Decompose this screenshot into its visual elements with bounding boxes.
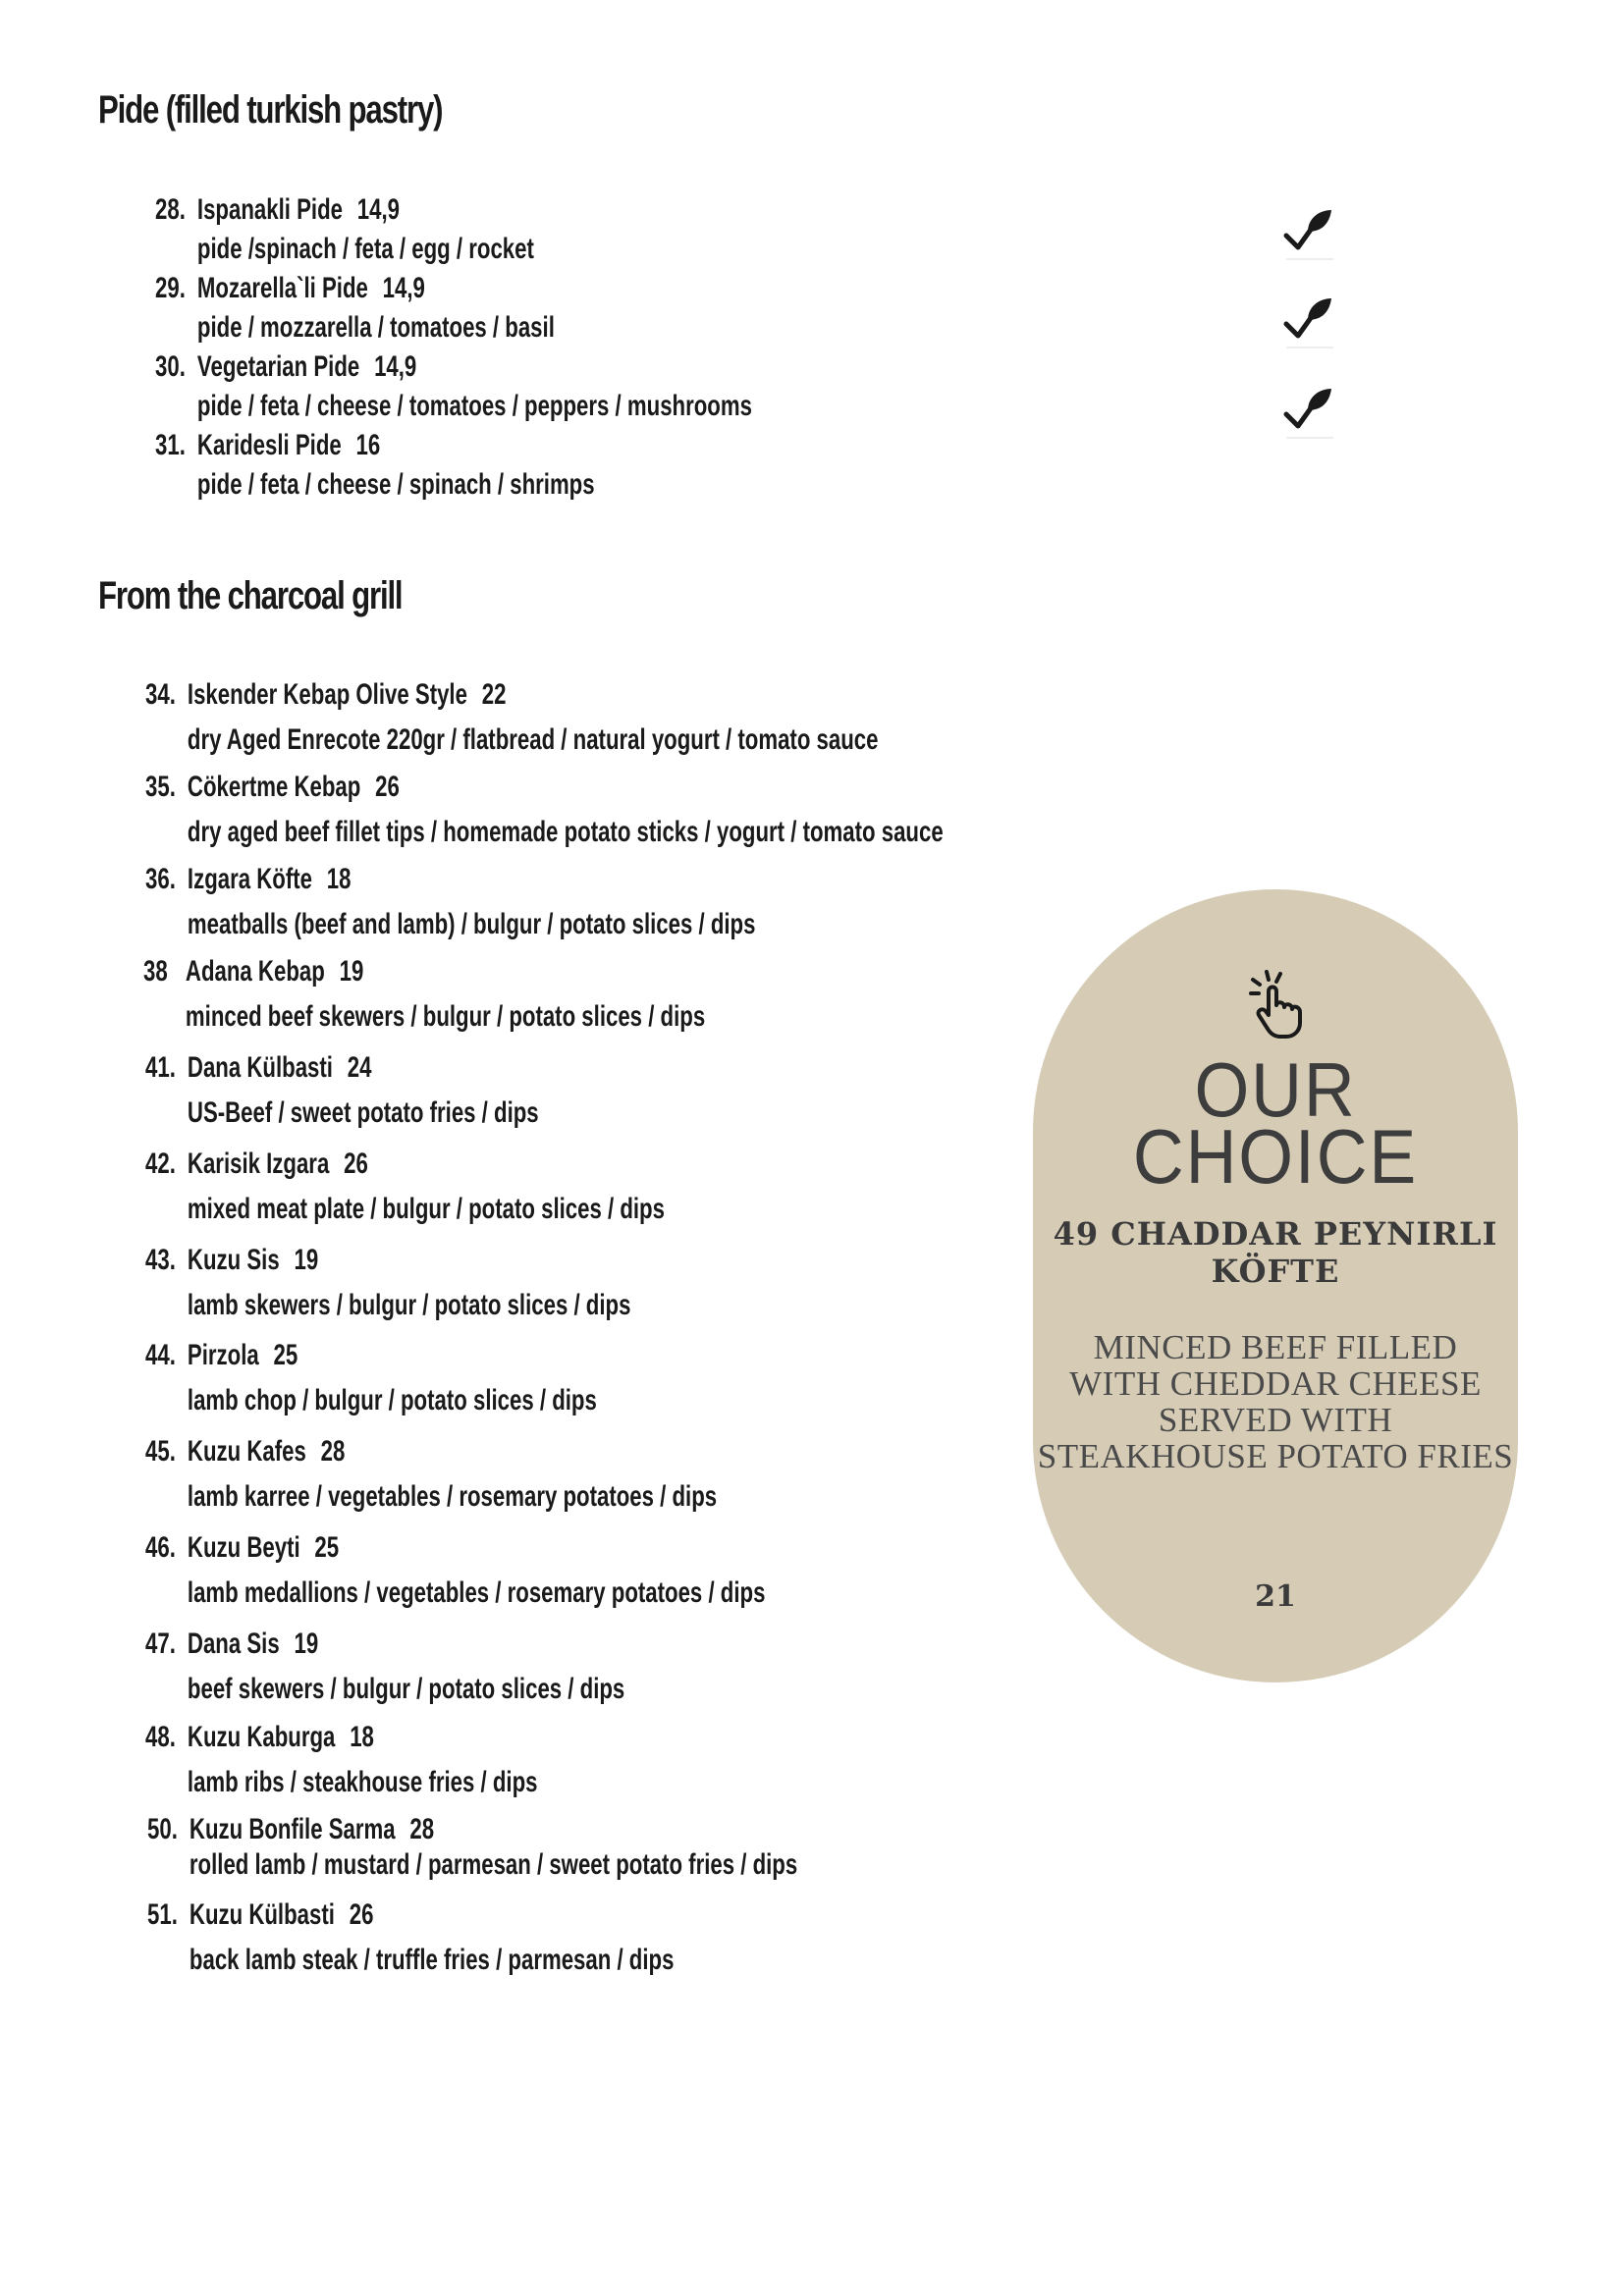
item-name: Dana Sis xyxy=(187,1628,280,1660)
item-price: 14,9 xyxy=(382,272,425,304)
item-price: 14,9 xyxy=(374,350,417,383)
item-name: Kuzu Kafes xyxy=(187,1435,306,1468)
item-price: 16 xyxy=(355,429,381,461)
menu-item xyxy=(145,770,1223,850)
menu-item xyxy=(155,349,962,424)
menu-item xyxy=(145,1530,983,1611)
item-name: Cökertme Kebap xyxy=(187,771,361,803)
menu-item xyxy=(147,1897,859,1978)
item-number: 36. xyxy=(145,863,176,895)
menu-item xyxy=(147,1812,1026,1883)
item-description: pide / feta / cheese / spinach / shrimps xyxy=(196,468,595,501)
item-name: Dana Külbasti xyxy=(187,1051,333,1084)
item-name: Izgara Köfte xyxy=(187,863,312,895)
menu-item xyxy=(145,1434,918,1515)
menu-item xyxy=(145,677,1136,758)
item-name: Adana Kebap xyxy=(185,955,325,988)
menu-item xyxy=(145,1627,793,1707)
menu-item xyxy=(145,1243,801,1323)
item-description: pide / mozzarella / tomatoes / basil xyxy=(196,311,555,344)
item-description: lamb skewers / bulgur / potato slices / dips xyxy=(187,1289,631,1321)
item-number: 41. xyxy=(145,1051,176,1084)
section-title-grill: From the charcoal grill xyxy=(98,574,403,617)
leaf-check-icon xyxy=(1278,381,1337,440)
item-description: dry Aged Enrecote 220gr / flatbread / natural yogurt / tomato sauce xyxy=(187,723,879,756)
item-name: Kuzu Kaburga xyxy=(187,1721,336,1753)
item-name: Vegetarian Pide xyxy=(196,350,360,383)
featured-dish-name: 49 CHADDAR PEYNIRLI KÖFTE xyxy=(1053,1215,1498,1290)
menu-item xyxy=(155,192,667,267)
item-number: 44. xyxy=(145,1339,176,1371)
item-name: Ispanakli Pide xyxy=(196,193,343,226)
item-number: 51. xyxy=(147,1898,178,1931)
pointing-hand-icon xyxy=(1241,962,1320,1041)
item-description: beef skewers / bulgur / potato slices / dips xyxy=(187,1673,625,1705)
menu-item xyxy=(145,1720,676,1800)
item-price: 14,9 xyxy=(356,193,400,226)
item-number: 48. xyxy=(145,1721,176,1753)
menu-item xyxy=(155,271,695,346)
item-number: 43. xyxy=(145,1244,176,1276)
item-price: 18 xyxy=(350,1721,374,1753)
item-number: 35. xyxy=(145,771,176,803)
item-description: minced beef skewers / bulgur / potato slices / dips xyxy=(185,1000,706,1033)
item-description: dry aged beef fillet tips / homemade potato sticks / yogurt / tomato sauce xyxy=(187,816,944,848)
item-number: 42. xyxy=(145,1148,176,1180)
item-name: Pirzola xyxy=(187,1339,259,1371)
item-price: 19 xyxy=(339,955,364,988)
item-name: Kuzu Beyti xyxy=(187,1531,300,1564)
item-number: 29. xyxy=(155,272,186,304)
item-number: 50. xyxy=(147,1813,178,1845)
item-price: 26 xyxy=(375,771,400,803)
our-choice-heading: OUR CHOICE xyxy=(1132,1046,1419,1200)
menu-item xyxy=(143,954,902,1035)
item-price: 19 xyxy=(294,1628,319,1660)
item-price: 28 xyxy=(409,1813,435,1845)
item-description: lamb ribs / steakhouse fries / dips xyxy=(187,1766,538,1798)
item-number: 30. xyxy=(155,350,186,383)
item-number: 47. xyxy=(145,1628,176,1660)
menu-item xyxy=(145,1147,847,1227)
item-name: Karisik Izgara xyxy=(187,1148,330,1180)
item-number: 46. xyxy=(145,1531,176,1564)
menu-item xyxy=(145,862,970,942)
item-price: 22 xyxy=(481,678,507,711)
item-number: 45. xyxy=(145,1435,176,1468)
item-name: Karidesli Pide xyxy=(196,429,342,461)
item-price: 18 xyxy=(326,863,352,895)
item-description: US-Beef / sweet potato fries / dips xyxy=(187,1096,539,1129)
item-description: mixed meat plate / bulgur / potato slices / dips xyxy=(187,1193,665,1225)
our-choice-panel xyxy=(1033,889,1518,1682)
item-description: lamb karree / vegetables / rosemary potatoes / dips xyxy=(187,1480,718,1513)
item-number: 38 xyxy=(143,955,168,988)
section-title-pide: Pide (filled turkish pastry) xyxy=(98,88,443,132)
item-price: 24 xyxy=(347,1051,372,1084)
item-price: 28 xyxy=(320,1435,346,1468)
item-description: lamb chop / bulgur / potato slices / dips xyxy=(187,1384,597,1416)
leaf-check-icon xyxy=(1278,202,1337,261)
menu-item xyxy=(145,1050,677,1131)
item-name: Mozarella`li Pide xyxy=(196,272,368,304)
item-description: rolled lamb / mustard / parmesan / sweet potato fries / dips xyxy=(189,1848,798,1881)
item-price: 25 xyxy=(273,1339,298,1371)
item-price: 19 xyxy=(294,1244,319,1276)
menu-item xyxy=(145,1338,755,1418)
item-name: Iskender Kebap Olive Style xyxy=(187,678,467,711)
item-number: 31. xyxy=(155,429,186,461)
item-name: Kuzu Külbasti xyxy=(189,1898,335,1931)
item-name: Kuzu Sis xyxy=(187,1244,280,1276)
item-price: 25 xyxy=(314,1531,340,1564)
item-description: meatballs (beef and lamb) / bulgur / potato slices / dips xyxy=(187,908,756,940)
featured-dish-description: MINCED BEEF FILLED WITH CHEDDAR CHEESE SERVED WITH STEAKHOUSE POTATO FRIES xyxy=(1037,1328,1514,1475)
item-price: 26 xyxy=(344,1148,368,1180)
item-description: back lamb steak / truffle fries / parmesan / dips xyxy=(189,1944,675,1976)
item-number: 28. xyxy=(155,193,186,226)
item-price: 26 xyxy=(349,1898,374,1931)
item-name: Kuzu Bonfile Sarma xyxy=(189,1813,396,1845)
item-number: 34. xyxy=(145,678,176,711)
menu-item xyxy=(155,428,749,503)
featured-dish-price: 21 xyxy=(1255,1579,1296,1614)
leaf-check-icon xyxy=(1278,291,1337,349)
item-description: lamb medallions / vegetables / rosemary potatoes / dips xyxy=(187,1576,766,1609)
item-description: pide /spinach / feta / egg / rocket xyxy=(196,233,534,265)
item-description: pide / feta / cheese / tomatoes / peppers / mushrooms xyxy=(196,390,752,422)
